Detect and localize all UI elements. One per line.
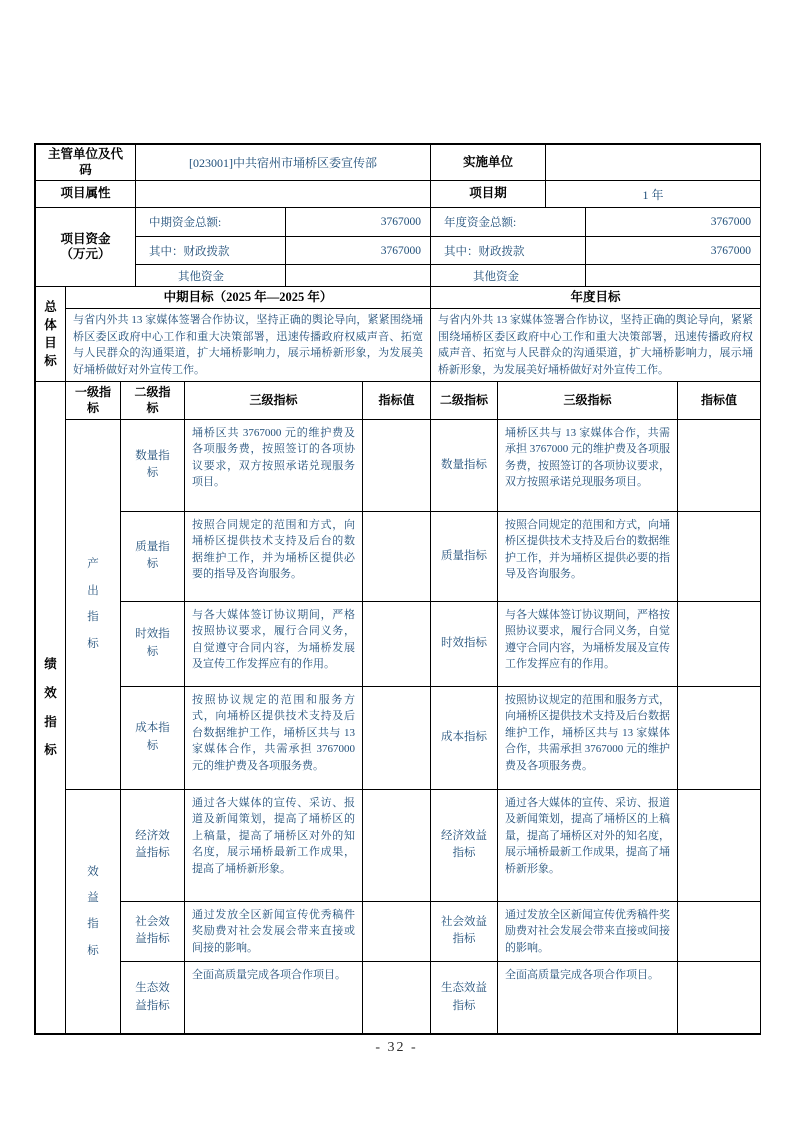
level3-indicator-year: 按照协议规定的范围和服务方式，向埇桥区提供技术支持及后台数据维护工作，埇桥区共与 13 家媒体合作，共需承担 3767000 元的维护费及各项服务费。 — [498, 686, 678, 789]
overall-goal-label: 总体目标 — [44, 300, 57, 369]
table-row — [36, 287, 761, 309]
year-goal-text-cell: 与省内外共 13 家媒体签署合作协议，坚持正确的舆论导向，紧紧围绕埇桥区委区政府中心工作和重大决策部署，迅速传播政府权威声音、拓宽与人民群众的沟通渠道，扩大埇桥影响力，展示埇桥新形象，为发展美好埇桥做好对外宣传工作。 — [431, 309, 761, 382]
year-fiscal-label-cell: 其中：财政拨款 — [431, 237, 586, 265]
indicator-value-mid — [363, 686, 431, 789]
table-row — [36, 181, 761, 208]
indicator-row — [36, 686, 761, 789]
attribute-label-cell: 项目属性 — [36, 181, 136, 208]
header-value-mid-cell: 指标值 — [363, 382, 431, 419]
level2-indicator-year: 时效指标 — [431, 601, 498, 686]
table-row — [36, 145, 761, 181]
level3-indicator-mid: 按照协议规定的范围和服务方式，向埇桥区提供技术支持及后台数据维护工作，埇桥区共与 13 家媒体合作，共需承担 3767000 元的维护费及各项服务费。 — [185, 686, 363, 789]
level1-benefit-cell — [66, 789, 121, 1034]
level3-indicator-year: 与各大媒体签订协议期间，严格按照协议要求，履行合同义务，自觉遵守合同内容，为埇桥发展及宣传工作发挥应有的作用。 — [498, 601, 678, 686]
attribute-value-cell — [136, 181, 431, 208]
indicator-value-year — [678, 789, 761, 901]
indicator-value-year — [678, 686, 761, 789]
mid-other-label-cell: 其他资金 — [136, 265, 286, 287]
supervisor-label: 主管单位及代码 — [47, 147, 123, 177]
level2-indicator-year: 社会效益指标 — [431, 901, 498, 962]
implement-unit-label-cell: 实施单位 — [431, 145, 546, 181]
level2-indicator-year: 经济效益指标 — [431, 789, 498, 901]
level2-indicator-year: 数量指标 — [431, 419, 498, 511]
header-level1-cell: 一级指标 — [66, 382, 121, 419]
year-other-value-cell — [586, 265, 761, 287]
page-number: - 32 - — [375, 1040, 418, 1055]
indicator-value-year — [678, 962, 761, 1034]
indicator-row — [36, 511, 761, 601]
level3-indicator-year: 按照合同规定的范围和方式，向埇桥区提供技术支持及后台的数据维护工作，并为埇桥区提供必要的指导及咨询服务。 — [498, 511, 678, 601]
mid-fiscal-value-cell: 3767000 — [286, 237, 431, 265]
table-row — [36, 265, 761, 287]
indicator-value-mid — [363, 789, 431, 901]
level3-indicator-mid: 通过各大媒体的宣传、采访、报道及新闻策划，提高了埇桥区的上稿量，提高了埇桥区对外的知名度，展示埇桥最新工作成果，提高了埇桥新形象。 — [185, 789, 363, 901]
level2-indicator-mid: 成本指标 — [121, 686, 185, 789]
level2-indicator-mid: 生态效益指标 — [121, 962, 185, 1034]
supervisor-value-cell: [023001]中共宿州市埇桥区委宣传部 — [136, 145, 431, 181]
overall-goal-label-cell — [36, 287, 66, 382]
performance-label: 绩效指标 — [44, 657, 57, 758]
year-fiscal-value-cell: 3767000 — [586, 237, 761, 265]
indicator-value-mid — [363, 962, 431, 1034]
header-level3-year-cell: 三级指标 — [498, 382, 678, 419]
funds-label-line1: 项目资金 — [60, 231, 111, 246]
performance-indicator-table — [35, 381, 761, 1034]
level3-indicator-mid: 与各大媒体签订协议期间，严格按照协议要求，履行合同义务，自觉遵守合同内容，为埇桥发展及宣传工作发挥应有的作用。 — [185, 601, 363, 686]
level2-indicator-mid: 数量指标 — [121, 419, 185, 511]
mid-total-label-cell: 中期资金总额: — [136, 208, 286, 237]
indicator-value-year — [678, 511, 761, 601]
funds-label-cell — [36, 208, 136, 287]
level3-indicator-mid: 通过发放全区新闻宣传优秀稿件奖励费对社会发展会带来直接或间接的影响。 — [185, 901, 363, 962]
level3-indicator-year: 埇桥区共与 13 家媒体合作，共需承担 3767000 元的维护费及各项服务费，按照签订的各项协议要求，双方按照承诺兑现服务项目。 — [498, 419, 678, 511]
mid-fiscal-label-cell: 其中：财政拨款 — [136, 237, 286, 265]
performance-label-cell — [36, 382, 66, 1034]
project-funds-table — [35, 207, 761, 287]
project-info-table — [35, 144, 761, 208]
year-other-label-cell: 其他资金 — [431, 265, 586, 287]
level2-indicator-year: 质量指标 — [431, 511, 498, 601]
header-value-year-cell: 指标值 — [678, 382, 761, 419]
indicator-row — [36, 419, 761, 511]
level3-indicator-year: 通过各大媒体的宣传、采访、报道及新闻策划，提高了埇桥区的上稿量，提高了埇桥区对外的知名度，展示埇桥最新工作成果，提高了埇桥新形象。 — [498, 789, 678, 901]
table-row — [36, 208, 761, 237]
period-label-cell: 项目期 — [431, 181, 546, 208]
level2-indicator-mid: 质量指标 — [121, 511, 185, 601]
indicator-value-year — [678, 601, 761, 686]
table-row — [36, 237, 761, 265]
indicator-value-year — [678, 419, 761, 511]
indicator-value-mid — [363, 419, 431, 511]
year-total-label-cell: 年度资金总额: — [431, 208, 586, 237]
level1-benefit-label: 效益指标 — [87, 865, 99, 957]
indicator-row — [36, 962, 761, 1034]
period-value-cell: 1 年 — [546, 181, 761, 208]
indicator-row — [36, 901, 761, 962]
indicator-row — [36, 789, 761, 901]
project-performance-sheet — [34, 143, 761, 1035]
indicator-value-mid — [363, 901, 431, 962]
implement-unit-value-cell — [546, 145, 761, 181]
level1-output-cell — [66, 419, 121, 789]
mid-total-value-cell: 3767000 — [286, 208, 431, 237]
indicator-header-row — [36, 382, 761, 419]
funds-label-line2: （万元） — [60, 247, 111, 262]
level2-indicator-mid: 经济效益指标 — [121, 789, 185, 901]
supervisor-label-cell — [36, 145, 136, 181]
overall-goal-table — [35, 286, 761, 382]
mid-goal-text-cell: 与省内外共 13 家媒体签署合作协议，坚持正确的舆论导向，紧紧围绕埇桥区委区政府中心工作和重大决策部署，迅速传播政府权威声音、拓宽与人民群众的沟通渠道，扩大埇桥影响力，展示埇桥新形象，为发展美好埇桥做好对外宣传工作。 — [66, 309, 431, 382]
level3-indicator-year: 通过发放全区新闻宣传优秀稿件奖励费对社会发展会带来直接或间接的影响。 — [498, 901, 678, 962]
mid-goal-header-cell: 中期目标（2025 年—2025 年） — [66, 287, 431, 309]
level2-indicator-year: 生态效益指标 — [431, 962, 498, 1034]
level3-indicator-mid: 全面高质量完成各项合作项目。 — [185, 962, 363, 1034]
header-level2-mid-cell: 二级指标 — [121, 382, 185, 419]
level2-indicator-mid: 时效指标 — [121, 601, 185, 686]
level1-output-label: 产出指标 — [87, 558, 99, 650]
indicator-row — [36, 601, 761, 686]
level3-indicator-mid: 埇桥区共 3767000 元的维护费及各项服务费，按照签订的各项协议要求，双方按照承诺兑现服务项目。 — [185, 419, 363, 511]
mid-other-value-cell — [286, 265, 431, 287]
level3-indicator-year: 全面高质量完成各项合作项目。 — [498, 962, 678, 1034]
indicator-value-year — [678, 901, 761, 962]
header-level2-year-cell: 二级指标 — [431, 382, 498, 419]
level2-indicator-mid: 社会效益指标 — [121, 901, 185, 962]
level2-indicator-year: 成本指标 — [431, 686, 498, 789]
indicator-value-mid — [363, 511, 431, 601]
table-row — [36, 309, 761, 382]
level3-indicator-mid: 按照合同规定的范围和方式，向埇桥区提供技术支持及后台的数据维护工作，并为埇桥区提供必要的指导及咨询服务。 — [185, 511, 363, 601]
header-level3-mid-cell: 三级指标 — [185, 382, 363, 419]
indicator-value-mid — [363, 601, 431, 686]
year-total-value-cell: 3767000 — [586, 208, 761, 237]
year-goal-header-cell: 年度目标 — [431, 287, 761, 309]
